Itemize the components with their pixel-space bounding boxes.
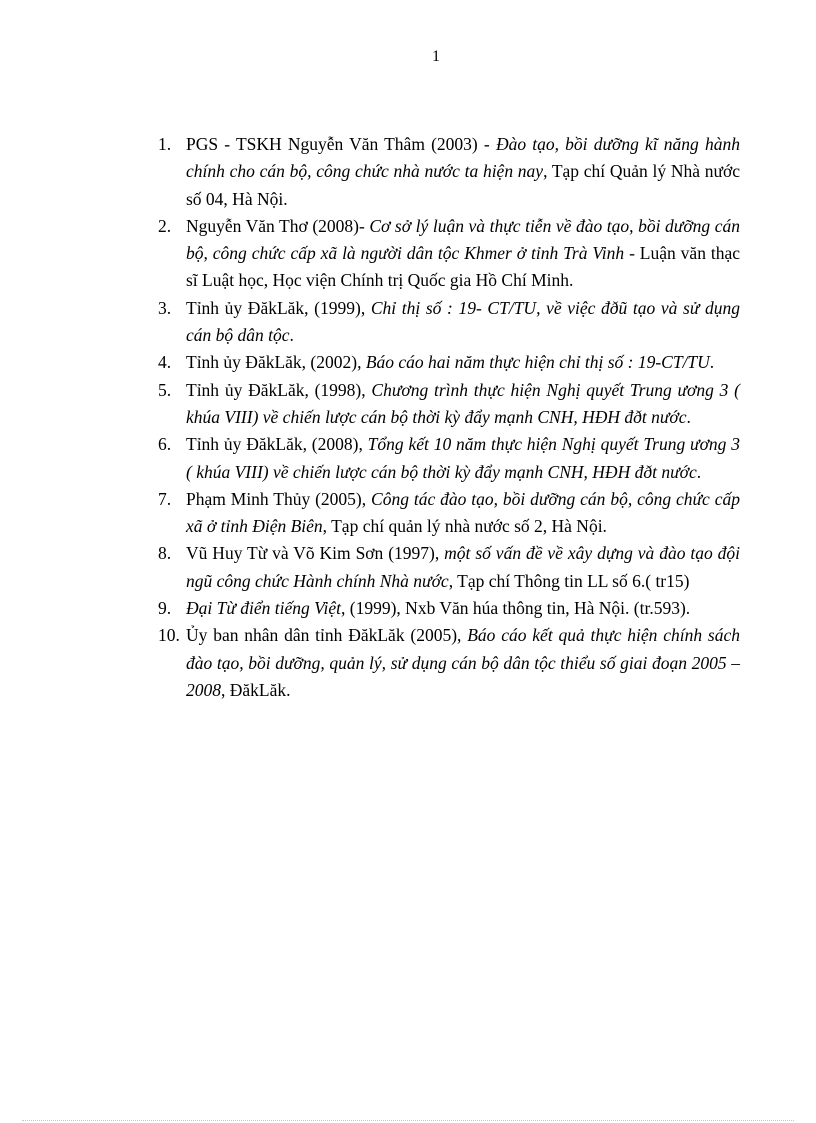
reference-detail: Tỉnh ủy ĐăkLăk, (1999),: [186, 297, 371, 318]
reference-detail: PGS - TSKH Nguyễn Văn Thâm (2003) -: [186, 134, 496, 154]
reference-item: [158, 540, 740, 595]
reference-number: 7.: [158, 488, 172, 509]
reference-text: [186, 380, 740, 427]
reference-item: [158, 622, 740, 704]
reference-detail: , Tạp chí Thông tin LL số 6.( tr15): [448, 570, 690, 591]
reference-text: [186, 298, 740, 345]
reference-detail: .: [289, 325, 294, 346]
reference-title: Tổng kết 10 năm thực hiện Nghị quyết Trung ương 3 ( khúa VIII) về chiến lược cán bộ thời kỳ đẩy mạnh CNH, HĐH đðt nước: [186, 434, 740, 482]
reference-item: [158, 595, 740, 622]
reference-number: 5.: [158, 379, 172, 400]
reference-item: [158, 431, 740, 486]
reference-detail: , (1999), Nxb Văn húa thông tin, Hà Nội. (tr.593).: [341, 598, 691, 619]
reference-text: [186, 625, 740, 700]
reference-list: [158, 131, 740, 704]
reference-title: Đại Từ điển tiếng Việt: [186, 598, 342, 619]
reference-detail: Vũ Huy Từ và Võ Kim Sơn (1997),: [186, 543, 445, 564]
reference-detail: , Tạp chí Quản lý Nhà nước số 04, Hà Nội.: [186, 161, 740, 209]
page-number: 1: [432, 48, 440, 65]
reference-number: 6.: [158, 434, 172, 455]
reference-title: Báo cáo kết quả thực hiện chính sách đào tạo, bồi dưỡng, quản lý, sử dụng cán bộ dân tộc thiểu số giai đoạn 2005 – 2008: [186, 625, 740, 700]
reference-title: Công tác đào tạo, bồi dưỡng cán bộ, công chức cấp xã ở tỉnh Điện Biên: [186, 488, 740, 537]
reference-number: 3.: [158, 297, 172, 318]
reference-text: [186, 134, 740, 209]
reference-text: [186, 216, 740, 291]
reference-item: [158, 131, 740, 213]
reference-detail: .: [686, 406, 691, 427]
reference-title: Báo cáo hai năm thực hiện chỉ thị số : 19-CT/TU: [365, 352, 710, 373]
reference-text: [186, 489, 740, 536]
reference-item: [158, 295, 740, 350]
reference-detail: .: [696, 461, 702, 482]
reference-number: 10.: [158, 625, 180, 646]
reference-detail: .: [709, 352, 715, 373]
reference-number: 8.: [158, 543, 172, 564]
reference-number: 4.: [158, 352, 172, 373]
reference-detail: Nguyễn Văn Thơ (2008)-: [186, 215, 370, 236]
reference-detail: Ủy ban nhân dân tỉnh ĐăkLăk (2005),: [186, 625, 468, 646]
reference-number: 1.: [158, 134, 172, 154]
reference-title: một số vấn đề về xây dựng và đào tạo đội ngũ công chức Hành chính Nhà nước: [186, 543, 741, 591]
reference-detail: , ĐăkLăk.: [221, 679, 291, 700]
reference-number: 9.: [158, 598, 172, 619]
reference-detail: , Tạp chí quản lý nhà nước số 2, Hà Nội.: [322, 516, 607, 537]
reference-title: Chỉ thị số : 19- CT/TU, về việc đðũ tạo và sử dụng cán bộ dân tộc: [186, 297, 740, 346]
reference-title: Chương trình thực hiện Nghị quyết Trung ương 3 ( khúa VIII) về chiến lược cán bộ thời kỳ đẩy mạnh CNH, HĐH đðt nước: [186, 379, 740, 427]
reference-title: Đào tạo, bồi dưỡng kĩ năng hành chính cho cán bộ, công chức nhà nước ta hiện nay: [186, 134, 740, 182]
reference-text: [186, 434, 740, 481]
page-bottom-rule: [22, 1120, 794, 1121]
reference-number: 2.: [158, 215, 172, 236]
reference-item: [158, 349, 740, 376]
reference-text: [186, 352, 714, 372]
reference-detail: - Luận văn thạc sĩ Luật học, Học viện Chính trị Quốc gia Hồ Chí Minh.: [186, 243, 741, 291]
reference-item: [158, 213, 740, 295]
reference-item: [158, 486, 740, 541]
reference-text: [186, 543, 740, 590]
reference-item: [158, 377, 740, 432]
reference-detail: Tỉnh ủy ĐăkLăk, (2008),: [186, 434, 368, 455]
reference-detail: Phạm Minh Thủy (2005),: [186, 488, 372, 509]
reference-title: Cơ sở lý luận và thực tiễn về đào tạo, bồi dưỡng cán bộ, công chức cấp xã là người dân tộc Khmer ở tỉnh Trà Vinh: [186, 215, 740, 264]
reference-detail: Tỉnh ủy ĐăkLăk, (2002),: [186, 352, 366, 373]
reference-text: [186, 598, 690, 618]
reference-detail: Tỉnh ủy ĐăkLăk, (1998),: [186, 379, 372, 400]
